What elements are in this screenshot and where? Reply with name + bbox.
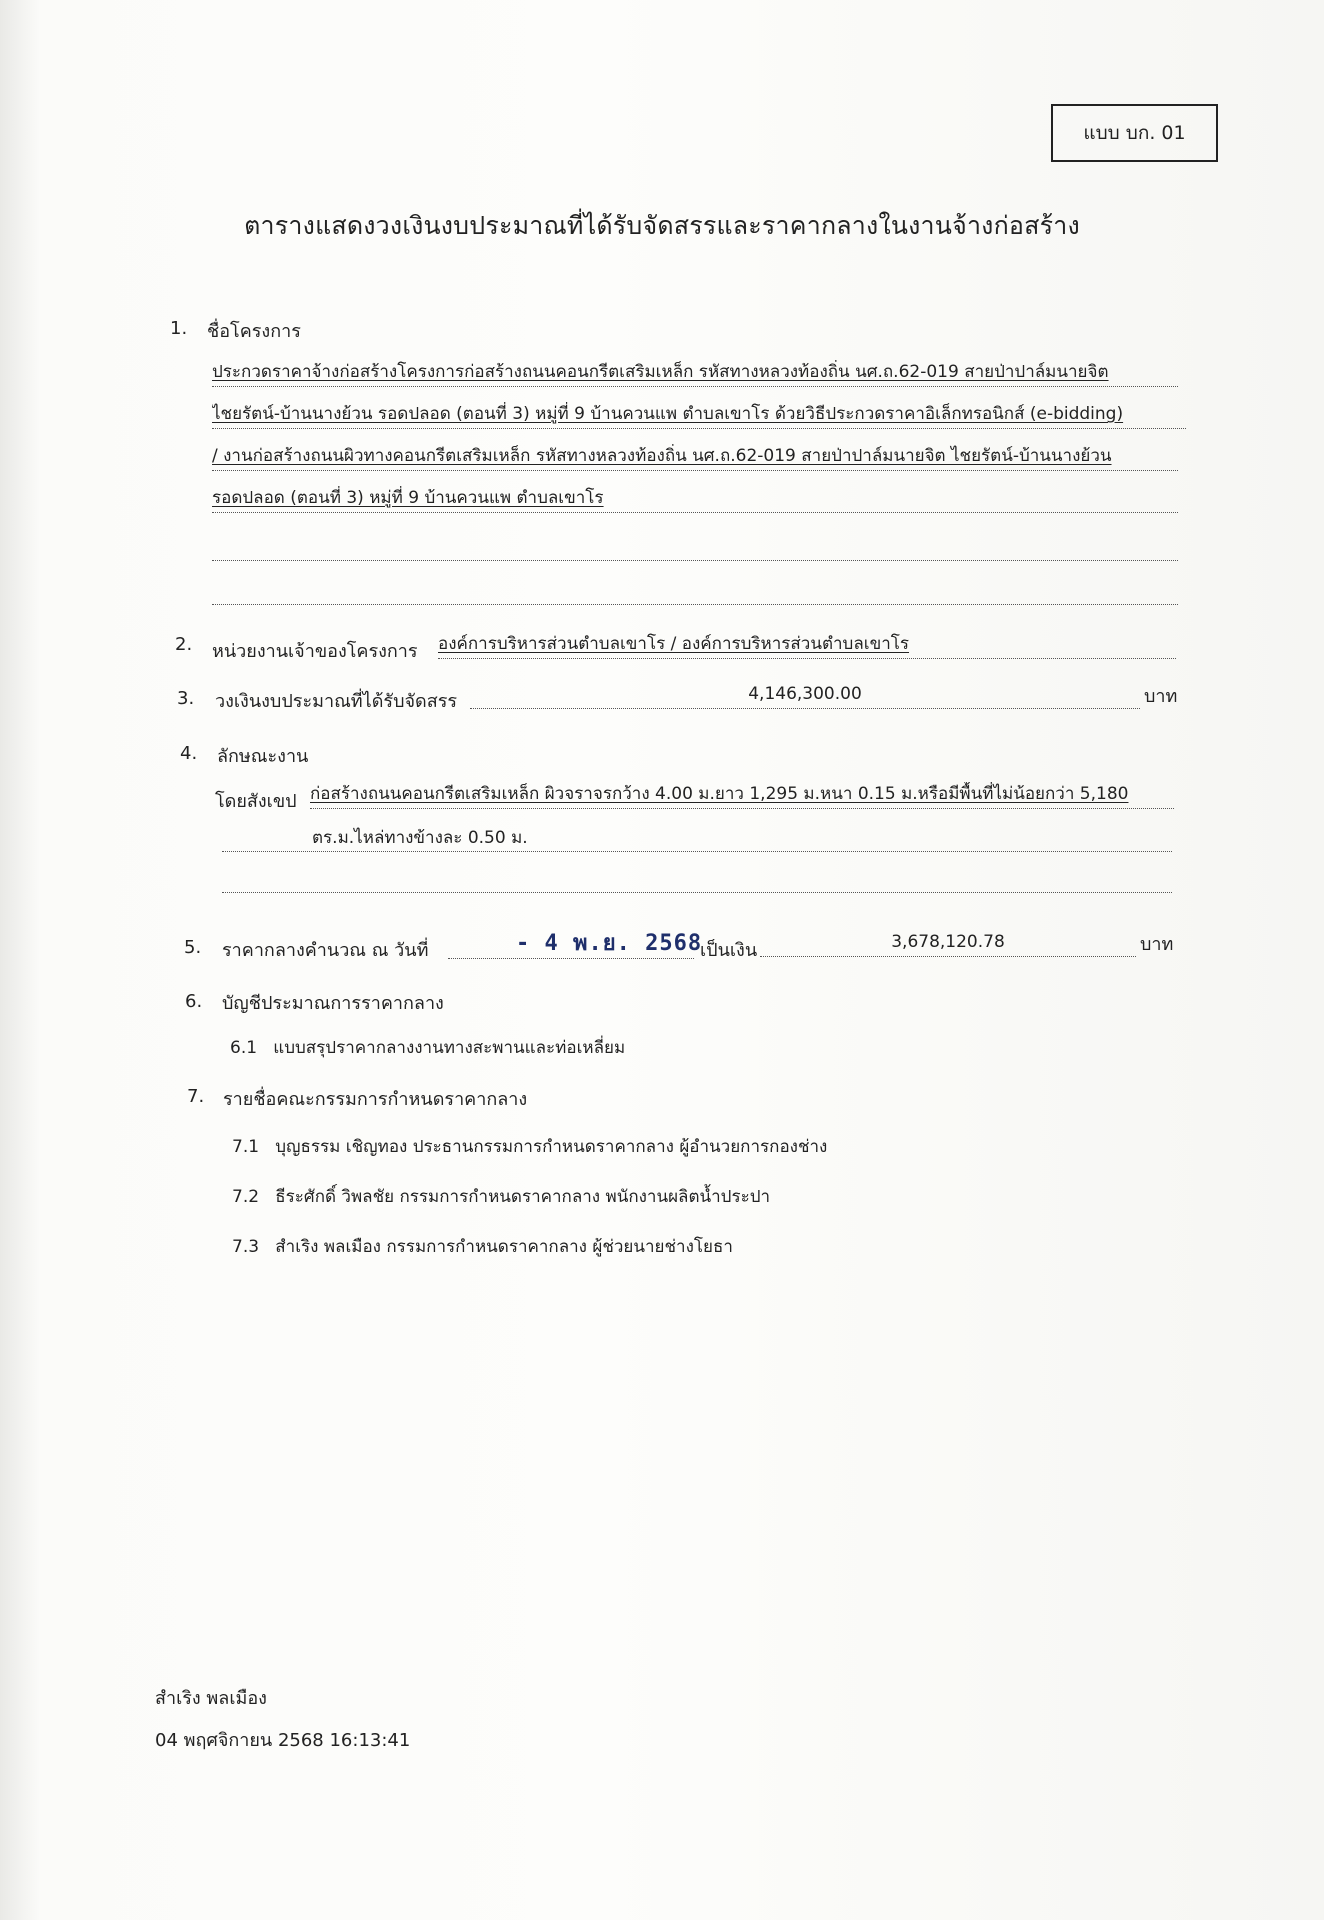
budget-unit: บาท (1144, 686, 1178, 707)
amount-label: เป็นเงิน (700, 940, 758, 961)
section-2-label: หน่วยงานเจ้าของโครงการ (212, 641, 418, 662)
project-line-blank-1 (212, 534, 1178, 561)
section-4-number: 4. (180, 743, 198, 764)
section-7-label: รายชื่อคณะกรรมการกำหนดราคากลาง (223, 1089, 528, 1110)
summary-label: โดยสังเขป (215, 791, 297, 812)
project-line-2: ไชยรัตน์-บ้านนางย้วน รอดปลอด (ตอนที่ 3) หมู่ที่ 9 บ้านควนแพ ตำบลเขาโร ด้วยวิธีประกวดราคาอิเล็กทรอนิกส์ (e-bidding) (212, 402, 1186, 429)
committee-item-7-3: 7.3 สำเริง พลเมือง กรรมการกำหนดราคากลาง ผู้ช่วยนายช่างโยธา (232, 1237, 733, 1257)
median-amount-value: 3,678,120.78 (760, 930, 1136, 957)
section-4-label: ลักษณะงาน (217, 746, 309, 767)
committee-item-7-1: 7.1 บุญธรรม เชิญทอง ประธานกรรมการกำหนดราคากลาง ผู้อำนวยการกองช่าง (232, 1137, 828, 1157)
summary-line-2: ตร.ม.ไหล่ทางข้างละ 0.50 ม. (222, 826, 1172, 852)
summary-line-1: ก่อสร้างถนนคอนกรีตเสริมเหล็ก ผิวจราจรกว้าง 4.00 ม.ยาว 1,295 ม.หนา 0.15 ม.หรือมีพื้นที่ไม่น้อยกว่า 5,180 (310, 782, 1174, 809)
section-1-number: 1. (170, 318, 188, 339)
median-amount-unit: บาท (1140, 934, 1174, 955)
section-1-label: ชื่อโครงการ (207, 321, 301, 342)
section-6-number: 6. (185, 991, 203, 1012)
section-5-label: ราคากลางคำนวณ ณ วันที่ (222, 940, 429, 961)
document-title: ตารางแสดงวงเงินงบประมาณที่ได้รับจัดสรรและราคากลางในงานจ้างก่อสร้าง (244, 211, 1080, 240)
section-3-number: 3. (177, 688, 195, 709)
owner-agency-value: องค์การบริหารส่วนตำบลเขาโร / องค์การบริหารส่วนตำบลเขาโร (438, 632, 1176, 659)
median-date-handwritten: - 4 พ.ย. 2568 (516, 931, 703, 956)
footer-name: สำเริง พลเมือง (155, 1688, 267, 1709)
section-6-label: บัญชีประมาณการราคากลาง (222, 993, 444, 1014)
project-line-4: รอดปลอด (ตอนที่ 3) หมู่ที่ 9 บ้านควนแพ ตำบลเขาโร (212, 486, 1178, 513)
committee-item-7-2: 7.2 ธีระศักดิ์ วิพลชัย กรรมการกำหนดราคากลาง พนักงานผลิตน้ำประปา (232, 1187, 771, 1207)
project-line-blank-2 (212, 578, 1178, 605)
footer-timestamp: 04 พฤศจิกายน 2568 16:13:41 (155, 1730, 411, 1751)
section-7-number: 7. (187, 1086, 205, 1107)
form-code-box: แบบ บก. 01 (1051, 104, 1218, 162)
boq-item-6-1: 6.1 แบบสรุปราคากลางงานทางสะพานและท่อเหลี่ยม (230, 1038, 626, 1058)
project-line-1: ประกวดราคาจ้างก่อสร้างโครงการก่อสร้างถนนคอนกรีตเสริมเหล็ก รหัสทางหลวงท้องถิ่น นศ.ถ.62-019 สายป่าปาล์มนายจิต (212, 360, 1178, 387)
section-3-label: วงเงินงบประมาณที่ได้รับจัดสรร (215, 691, 458, 712)
section-2-number: 2. (175, 634, 193, 655)
project-line-3: / งานก่อสร้างถนนผิวทางคอนกรีตเสริมเหล็ก รหัสทางหลวงท้องถิ่น นศ.ถ.62-019 สายป่าปาล์มนายจิต ไชยรัตน์-บ้านนางย้วน (212, 444, 1178, 471)
section-5-number: 5. (184, 937, 202, 958)
summary-line-blank (222, 866, 1172, 893)
budget-value: 4,146,300.00 (470, 682, 1140, 709)
